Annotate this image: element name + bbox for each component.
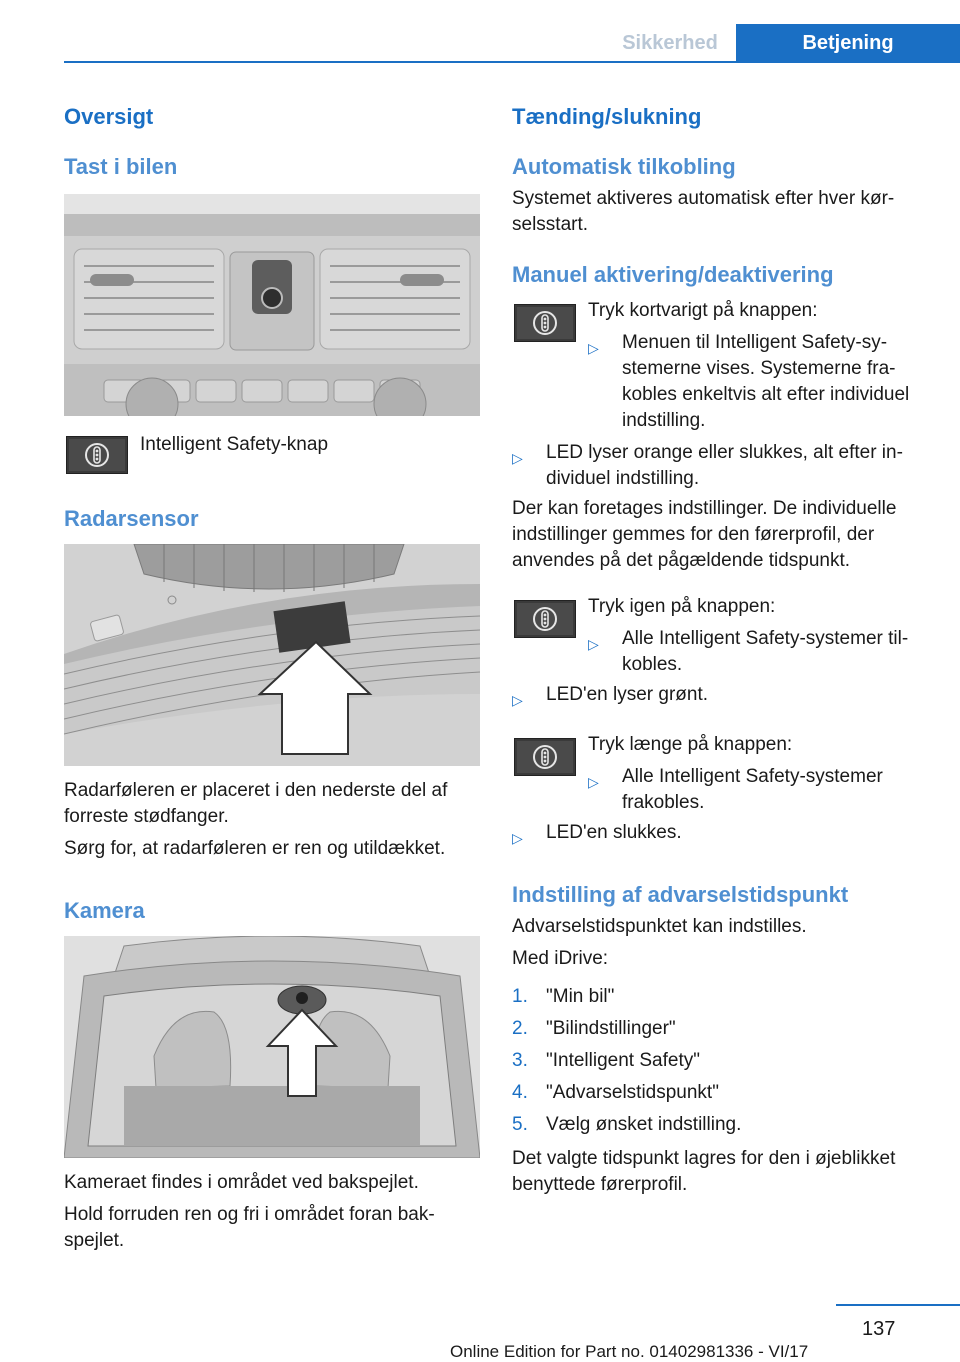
intelligent-safety-button-icon xyxy=(66,436,128,474)
step-number: 5. xyxy=(512,1114,528,1135)
page-number: 137 xyxy=(862,1318,896,1340)
tab-betjening[interactable]: Betjening xyxy=(736,24,960,62)
photo-dashboard-button xyxy=(64,194,480,416)
footer-rule xyxy=(836,1304,960,1306)
photo-radar-sensor xyxy=(64,544,480,766)
press-short-text: Tryk kortvarigt på knappen: xyxy=(588,300,818,321)
triangle-right-icon: ▷ xyxy=(512,692,523,708)
bullet-item xyxy=(512,820,932,846)
bullet-text: LED lyser orange eller slukkes, alt efter individuel indstilling. xyxy=(546,442,903,489)
header-rule xyxy=(64,61,960,63)
triangle-right-icon: ▷ xyxy=(512,830,523,846)
triangle-right-icon: ▷ xyxy=(512,450,523,466)
edition-footer: Online Edition for Part no. 01402981336 - VI/17 xyxy=(450,1342,809,1361)
bullet-text: Menuen til Intelligent Safety-systemerne vises. Systemerne frakobles enkeltvis alt efter individuel indstilling. xyxy=(622,332,910,431)
subheading-tast-i-bilen: Tast i bilen xyxy=(64,154,178,179)
heading-taending-slukning: Tænding/slukning xyxy=(512,104,702,129)
press-again-text: Tryk igen på knappen: xyxy=(588,596,776,617)
step-text: Vælg ønsket indstilling. xyxy=(546,1114,742,1135)
bullet-text: Alle Intelligent Safety-systemer tilkobles. xyxy=(622,628,909,675)
intelligent-safety-button-icon xyxy=(514,738,576,776)
idrive-text: Med iDrive: xyxy=(512,948,609,969)
camera-text-2: Hold forruden ren og fri i området foran bakspejlet. xyxy=(64,1204,435,1251)
bullet-item xyxy=(512,440,932,492)
radar-text-2: Sørg for, at radarføleren er ren og utildækket. xyxy=(64,838,446,859)
warning-text: Advarselstidspunktet kan indstilles. xyxy=(512,916,807,937)
button-caption: Intelligent Safety-knap xyxy=(140,434,329,455)
press-long-text: Tryk længe på knappen: xyxy=(588,734,793,755)
settings-text: Der kan foretages indstillinger. De individuelle indstillinger gemmes for den førerprofil, der anvendes på det pågældende tidspunkt. xyxy=(512,498,897,571)
heading-oversigt: Oversigt xyxy=(64,104,154,129)
step-text: "Intelligent Safety" xyxy=(546,1050,700,1071)
final-text: Det valgte tidspunkt lagres for den i øjeblikket benyttede førerprofil. xyxy=(512,1148,896,1195)
subheading-advarselstidspunkt: Indstilling af advarselstidspunkt xyxy=(512,882,849,907)
bullet-text: Alle Intelligent Safety-systemer frakobles. xyxy=(622,766,883,813)
intelligent-safety-button-icon xyxy=(514,304,576,342)
step-text: "Advarselstidspunkt" xyxy=(546,1082,719,1103)
subheading-kamera: Kamera xyxy=(64,898,145,923)
step-number: 4. xyxy=(512,1082,528,1103)
step-number: 2. xyxy=(512,1018,528,1039)
intelligent-safety-button-icon xyxy=(514,600,576,638)
bullet-item xyxy=(588,764,932,816)
bullet-text: LED'en slukkes. xyxy=(546,822,682,843)
bullet-text: LED'en lyser grønt. xyxy=(546,684,709,705)
step-text: "Min bil" xyxy=(546,986,615,1007)
triangle-right-icon: ▷ xyxy=(588,340,599,356)
subheading-radarsensor: Radarsensor xyxy=(64,506,199,531)
triangle-right-icon: ▷ xyxy=(588,636,599,652)
bullet-item xyxy=(588,626,932,678)
triangle-right-icon: ▷ xyxy=(588,774,599,790)
bullet-item xyxy=(588,330,932,434)
photo-camera xyxy=(64,936,480,1158)
step-number: 1. xyxy=(512,986,528,1007)
bullet-item xyxy=(512,682,932,708)
subheading-manuel-aktivering: Manuel aktivering/deaktivering xyxy=(512,262,834,287)
radar-text-1: Radarføleren er placeret i den nederste del af forreste stødfanger. xyxy=(64,780,448,827)
subheading-automatisk-tilkobling: Automatisk tilkobling xyxy=(512,154,736,179)
tab-sikkerhed[interactable]: Sikkerhed xyxy=(622,32,718,54)
step-text: "Bilindstillinger" xyxy=(546,1018,676,1039)
auto-text: Systemet aktiveres automatisk efter hver kørselsstart. xyxy=(512,188,895,235)
camera-text-1: Kameraet findes i området ved bakspejlet. xyxy=(64,1172,419,1193)
step-number: 3. xyxy=(512,1050,528,1071)
